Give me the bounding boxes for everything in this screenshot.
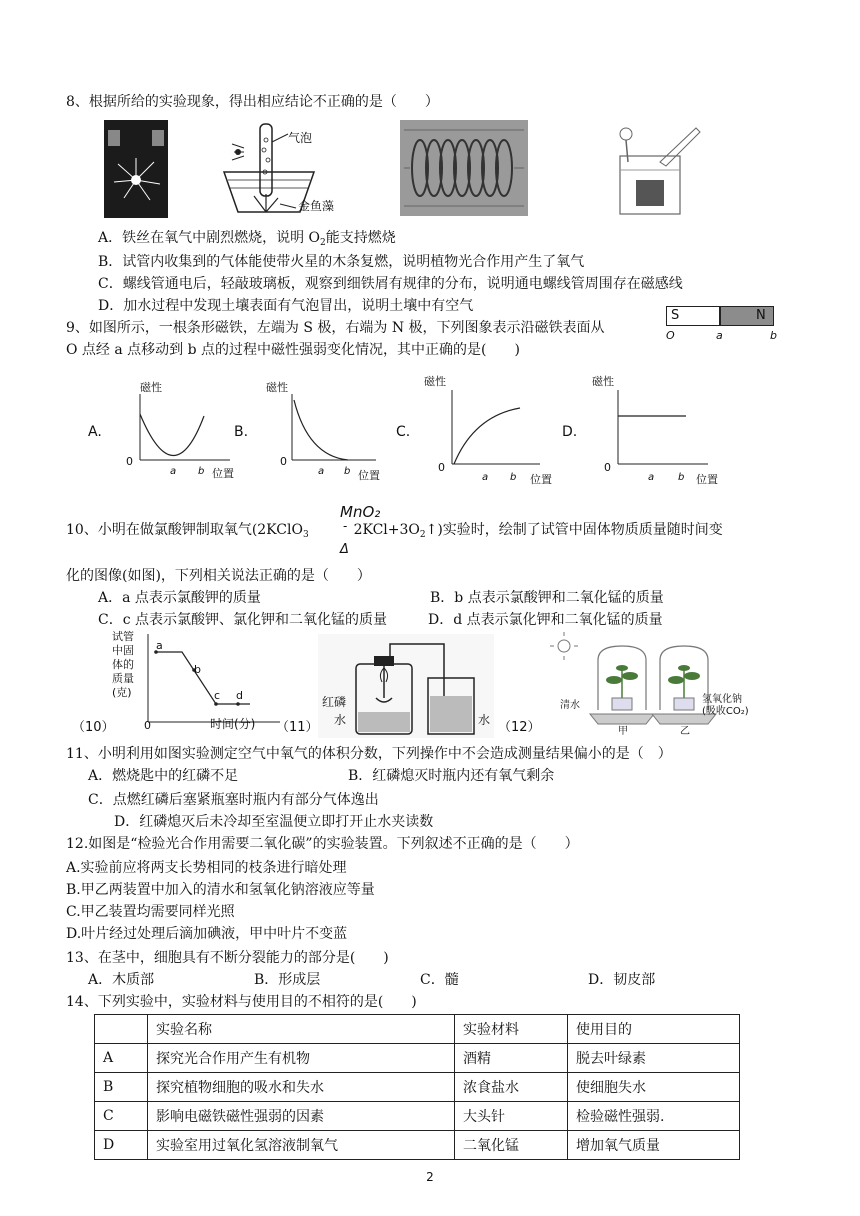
page-number: 2 [426, 1170, 434, 1184]
table-cell: 检验磁性强弱. [568, 1102, 740, 1131]
magnet-o-label: O [666, 329, 675, 342]
mass-graph-origin: 0 [144, 719, 151, 732]
q9-graph-c-origin: 0 [438, 461, 445, 474]
plant-label: 金鱼藻 [298, 199, 335, 213]
table-row [95, 1044, 740, 1073]
magnet-b-label: b [770, 329, 777, 342]
q9-graph-a-tick-a: a [170, 466, 177, 477]
q9-graph-a-curve [140, 414, 204, 456]
red-phosphorus-label: 红磷 [322, 695, 347, 709]
table-row [95, 1131, 740, 1160]
table-header-row [95, 1015, 740, 1044]
q9-graph-c-ylabel: 磁性 [424, 375, 446, 388]
q10-option-d: D．d 点表示氯化钾和二氧化锰的质量 [428, 612, 663, 628]
q9-graph-b-origin: 0 [280, 455, 287, 468]
bar-magnet [666, 306, 778, 346]
q9-graph-d-tick-a: a [648, 472, 655, 483]
q9-graph-c-curve [454, 408, 520, 464]
table-cell: B [95, 1073, 148, 1102]
table-header-cell [95, 1015, 148, 1044]
q10-option-c: C．c 点表示氯酸钾、氯化钾和二氧化锰的质量 [98, 612, 388, 628]
table-cell: 影响电磁铁磁性强弱的因素 [148, 1102, 455, 1131]
q8-option-a: A．铁丝在氧气中剧烈燃烧，说明 $O_2$能支持燃烧 [98, 230, 396, 248]
q9-graph-b-xlabel: 位置 [358, 469, 380, 482]
table-cell: 使细胞失水 [568, 1073, 740, 1102]
q8-option-b: B．试管内收集到的气体能使带火星的木条复燃，说明植物光合作用产生了氧气 [98, 254, 585, 270]
q9-graph-b-curve [294, 400, 348, 460]
q14-stem: 14、下列实验中，实验材料与使用目的不相符的是( ) [66, 994, 417, 1010]
q13-option-b: B．形成层 [254, 972, 321, 988]
fig11-label: （11） [276, 720, 319, 735]
q10-option-a: A．a 点表示氯酸钾的质量 [98, 590, 261, 606]
q9-option-b-label: B. [234, 424, 249, 440]
q9-graph-d-xlabel: 位置 [696, 473, 718, 486]
point-d-label: d [236, 689, 243, 702]
table-cell: 实验室用过氧化氢溶液制氧气 [148, 1131, 455, 1160]
table-cell: A [95, 1044, 148, 1073]
q9-graph-a-origin: 0 [126, 455, 133, 468]
water-left-label: 水 [334, 713, 347, 727]
q9-graph-c-tick-b: b [510, 472, 517, 483]
magnet-n-pole: N [756, 308, 766, 323]
q8-stem: 8、根据所给的实验现象，得出相应结论不正确的是（ ） [66, 94, 439, 110]
q8-option-c: C．螺线管通电后，轻敲玻璃板，观察到细铁屑有规律的分布，说明通电螺线管周围存在磁感线 [98, 276, 683, 292]
q12-option-c: C.甲乙装置均需要同样光照 [66, 904, 235, 920]
fig10-label: （10） [72, 720, 115, 735]
q13-stem: 13、在茎中，细胞具有不断分裂能力的部分是( ) [66, 950, 389, 966]
fig12-jia-label: 甲 [618, 726, 628, 737]
equation-dash: - [343, 519, 348, 533]
q9-option-c-label: C. [396, 424, 411, 440]
q12-option-d: D.叶片经过处理后滴加碘液，甲中叶片不变蓝 [66, 926, 348, 942]
q10-stem-line2: 化的图像(如图)，下列相关说法正确的是（ ） [66, 568, 371, 584]
point-a-label: a [156, 639, 163, 652]
q12-option-a: A.实验前应将两支长势相同的枝条进行暗处理 [66, 860, 347, 876]
iron-burning-photo [104, 120, 168, 218]
heat-symbol: Δ [340, 542, 349, 557]
table-header-cell: 使用目的 [568, 1015, 740, 1044]
bubble-label: 气泡 [288, 131, 313, 145]
q9-graph-b-tick-b: b [344, 466, 351, 477]
q11-stem: 11、小明利用如图实验测定空气中氧气的体积分数，下列操作中不会造成测量结果偏小的是（ ） [66, 746, 672, 762]
fig12-water-label: 清水 [560, 700, 580, 711]
q8-option-d: D．加水过程中发现土壤表面有气泡冒出，说明土壤中有空气 [98, 298, 474, 314]
table-cell: 浓食盐水 [455, 1073, 568, 1102]
point-b-label: b [194, 663, 201, 676]
experiment-table [94, 1014, 740, 1160]
table-row [95, 1073, 740, 1102]
table-row [95, 1102, 740, 1131]
table-cell: 酒精 [455, 1044, 568, 1073]
table-cell: D [95, 1131, 148, 1160]
q13-option-d: D．韧皮部 [588, 972, 656, 988]
fig12-yi-label: 乙 [680, 726, 690, 737]
mass-time-graph [110, 630, 310, 730]
table-cell: 增加氧气质量 [568, 1131, 740, 1160]
q11-option-c: C．点燃红磷后塞紧瓶塞时瓶内有部分气体逸出 [88, 792, 379, 808]
q11-option-a: A．燃烧匙中的红磷不足 [88, 768, 239, 784]
magnet-a-label: a [716, 329, 723, 342]
magnet-s-pole: S [671, 308, 680, 323]
fig12-label: （12） [498, 720, 541, 735]
q9-option-a-label: A. [88, 424, 102, 440]
q12-option-b: B.甲乙两装置中加入的清水和氢氧化钠溶液应等量 [66, 882, 375, 898]
fig12-naoh-label: 氢氧化钠 (吸收CO₂) [702, 694, 749, 717]
bell-jar-apparatus [550, 630, 750, 738]
q13-option-a: A．木质部 [88, 972, 155, 988]
q9-graph-a-ylabel: 磁性 [140, 381, 162, 394]
q9-graph-d [590, 372, 726, 490]
q9-graph-a [118, 376, 238, 488]
water-right-label: 水 [478, 713, 491, 727]
q10-option-b: B．b 点表示氯酸钾和二氧化锰的质量 [430, 590, 664, 606]
q9-graph-b-ylabel: 磁性 [266, 381, 288, 394]
solenoid-photo [400, 120, 528, 216]
q9-graph-d-tick-b: b [678, 472, 685, 483]
table-header-cell: 实验名称 [148, 1015, 455, 1044]
table-cell: 探究植物细胞的吸水和失水 [148, 1073, 455, 1102]
table-cell: 大头针 [455, 1102, 568, 1131]
q9-graph-c-tick-a: a [482, 472, 489, 483]
q9-option-d-label: D. [562, 424, 578, 440]
mass-graph-ylabel: 试管 中固 体的 质量 (克) [112, 630, 134, 699]
q9-graph-c-xlabel: 位置 [530, 473, 552, 486]
q9-graph-b [264, 376, 384, 488]
q9-graph-d-origin: 0 [604, 461, 611, 474]
q9-graph-a-xlabel: 位置 [212, 467, 234, 480]
table-cell: 二氧化锰 [455, 1131, 568, 1160]
q9-graph-c [422, 372, 562, 490]
q9-graph-b-tick-a: a [318, 466, 325, 477]
table-cell: C [95, 1102, 148, 1131]
q9-line2: O 点经 a 点移动到 b 点的过程中磁性强弱变化情况，其中正确的是( ) [66, 342, 520, 358]
catalyst-label: MnO₂ [340, 503, 381, 521]
q9-graph-a-tick-b: b [198, 466, 205, 477]
mass-graph-xlabel: 时间(分) [210, 717, 256, 731]
table-header-cell: 实验材料 [455, 1015, 568, 1044]
q11-option-b: B．红磷熄灭时瓶内还有氧气剩余 [348, 768, 555, 784]
q9-graph-d-ylabel: 磁性 [592, 375, 614, 388]
q13-option-c: C．髓 [420, 972, 459, 988]
q9-line1: 9、如图所示，一根条形磁铁，左端为 S 极，右端为 N 极，下列图象表示沿磁铁表面从 [66, 320, 605, 336]
table-cell: 脱去叶绿素 [568, 1044, 740, 1073]
point-c-label: c [214, 689, 221, 702]
q10-stem-line1: 10、小明在做氯酸钾制取氧气(2KClO$_3$ $2KCl+3O_2↑$)实验时，绘制了试管中固体物质质量随时间变 [66, 522, 723, 540]
q11-option-d: D．红磷熄灭后未冷却至室温便立即打开止水夹读数 [114, 814, 434, 830]
table-cell: 探究光合作用产生有机物 [148, 1044, 455, 1073]
soil-water-figure [610, 122, 702, 218]
q12-stem: 12.如图是“检验光合作用需要二氧化碳”的实验装置。下列叙述不正确的是（ ） [66, 836, 579, 852]
